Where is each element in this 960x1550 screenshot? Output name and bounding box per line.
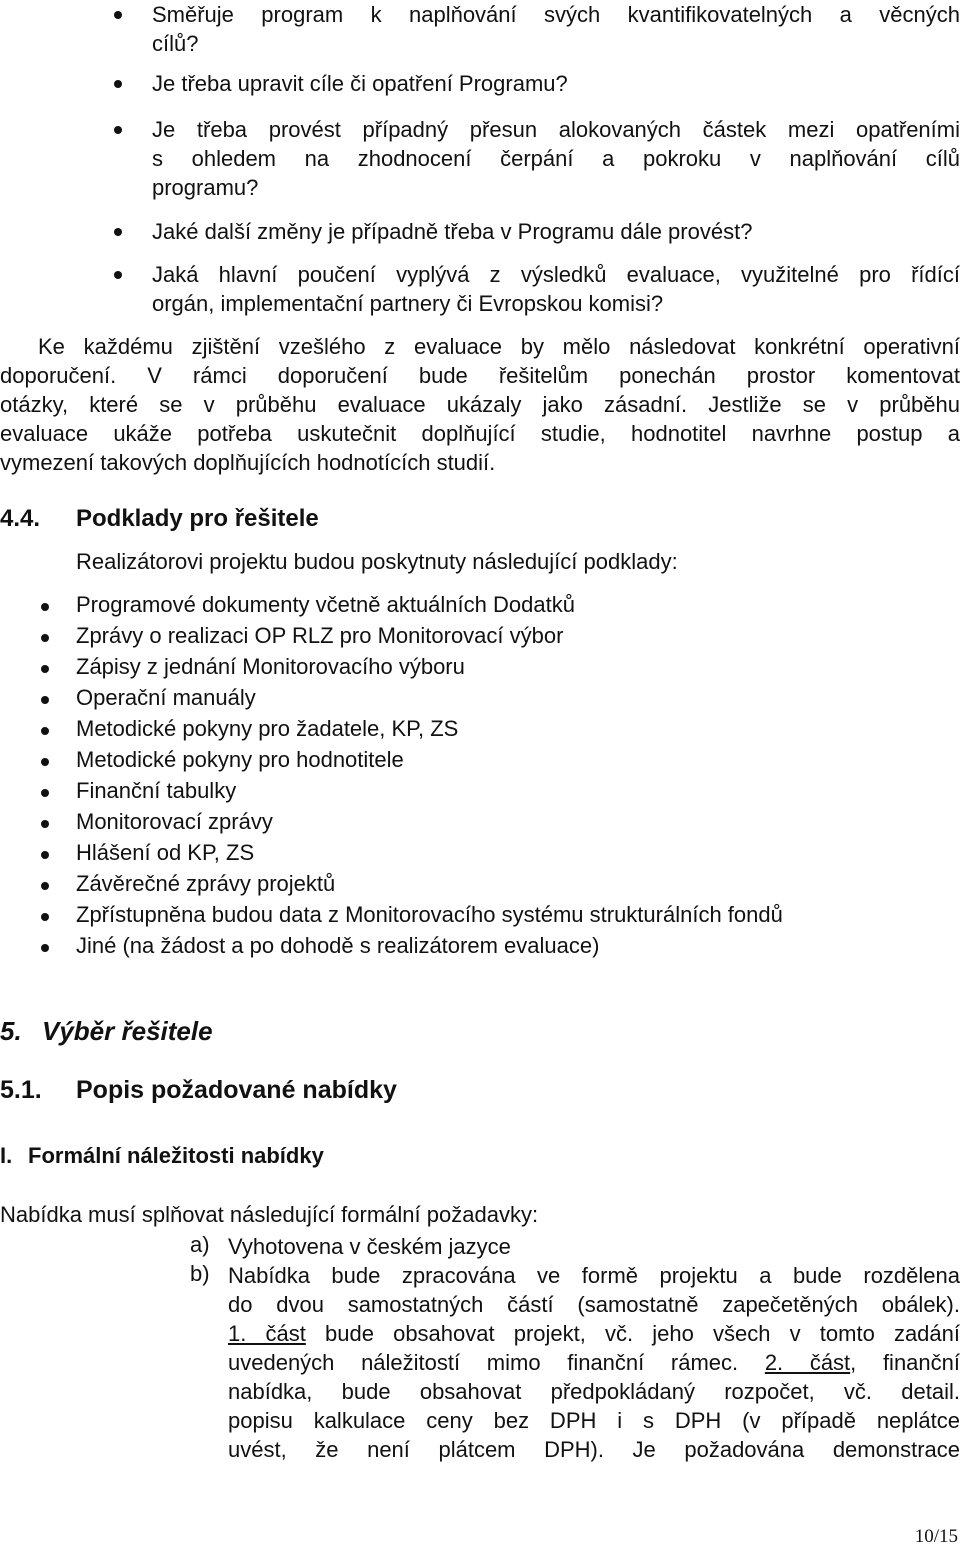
- list-item: Monitorovací zprávy: [76, 809, 273, 834]
- requirement-item: [228, 1261, 960, 1464]
- section-number: 4.4.: [0, 505, 41, 532]
- question-line: Je třeba upravit cíle či opatření Programu?: [152, 71, 568, 96]
- list-item: Metodické pokyny pro hodnotitele: [76, 747, 404, 772]
- question-line: Jaká hlavní poučení vyplývá z výsledků evaluace, využitelné pro řídící: [152, 262, 960, 287]
- bullet-icon: [41, 944, 49, 952]
- requirement-text: , finanční: [850, 1350, 960, 1375]
- bullet-icon: [114, 271, 122, 279]
- list-item: Zprávy o realizaci OP RLZ pro Monitorovací výbor: [76, 623, 564, 648]
- question-line: s ohledem na zhodnocení čerpání a pokroku v naplňování cílů: [152, 146, 960, 171]
- paragraph-line: Ke každému zjištění vzešlého z evaluace by mělo následovat konkrétní operativní: [38, 334, 960, 359]
- list-letter: b): [190, 1261, 210, 1286]
- requirement-text: uvedených náležitostí mimo finanční rámec.: [228, 1350, 739, 1375]
- list-letter: a): [190, 1232, 210, 1257]
- paragraph-line: doporučení. V rámci doporučení bude řešitelům ponechán prostor komentovat: [0, 363, 960, 388]
- requirement-line: popisu kalkulace ceny bez DPH i s DPH (v případě neplátce: [228, 1408, 960, 1433]
- list-item: Zpřístupněna budou data z Monitorovacího systému strukturálních fondů: [76, 902, 783, 927]
- bullet-icon: [114, 80, 122, 88]
- section-number: I.: [0, 1143, 13, 1168]
- paragraph-line: otázky, které se v průběhu evaluace ukázaly jako zásadní. Jestliže se v průběhu: [0, 392, 960, 417]
- paragraph-line: vymezení takových doplňujících hodnotících studií.: [0, 450, 496, 475]
- question-line: Je třeba provést případný přesun alokovaných částek mezi opatřeními: [152, 117, 960, 142]
- section-title: Popis požadované nabídky: [76, 1076, 397, 1104]
- bullet-icon: [41, 758, 49, 766]
- list-item: Operační manuály: [76, 685, 256, 710]
- part-1-link[interactable]: 1. část: [228, 1321, 306, 1346]
- bullet-icon: [41, 789, 49, 797]
- requirement-line: [228, 1348, 960, 1377]
- list-item: Hlášení od KP, ZS: [76, 840, 255, 865]
- bullet-icon: [41, 882, 49, 890]
- bullet-icon: [114, 126, 122, 134]
- section-title: Podklady pro řešitele: [76, 505, 319, 532]
- bullet-icon: [41, 913, 49, 921]
- requirements-intro: Nabídka musí splňovat následující formální požadavky:: [0, 1202, 539, 1227]
- bullet-icon: [41, 851, 49, 859]
- list-item: [152, 0, 960, 58]
- requirement-line: uvést, že není plátcem DPH). Je požadována demonstrace: [228, 1437, 960, 1462]
- requirement-item: Vyhotovena v českém jazyce: [228, 1234, 511, 1259]
- list-item: Zápisy z jednání Monitorovacího výboru: [76, 654, 465, 679]
- requirement-line: [228, 1319, 960, 1348]
- bullet-icon: [114, 11, 122, 19]
- list-item: [152, 217, 960, 246]
- requirement-line: do dvou samostatných částí (samostatně zapečetěných obálek).: [228, 1292, 960, 1317]
- question-line: Jaké další změny je případně třeba v Programu dále provést?: [152, 219, 753, 244]
- list-item: [152, 69, 960, 98]
- bullet-icon: [41, 603, 49, 611]
- section-number: 5.1.: [0, 1076, 42, 1104]
- list-item: [152, 260, 960, 318]
- list-item: Závěrečné zprávy projektů: [76, 871, 336, 896]
- bullet-icon: [41, 727, 49, 735]
- requirement-line: nabídka, bude obsahovat předpokládaný rozpočet, vč. detail.: [228, 1379, 960, 1404]
- section-title: Výběr řešitele: [42, 1016, 213, 1046]
- section-title: Formální náležitosti nabídky: [28, 1143, 324, 1168]
- bullet-icon: [41, 634, 49, 642]
- list-item: [152, 115, 960, 202]
- recommendation-paragraph: [0, 332, 960, 477]
- section-intro: Realizátorovi projektu budou poskytnuty následující podklady:: [76, 549, 678, 574]
- list-item: Jiné (na žádost a po dohodě s realizátorem evaluace): [76, 933, 600, 958]
- bullet-icon: [41, 665, 49, 673]
- list-item: Metodické pokyny pro žadatele, KP, ZS: [76, 716, 459, 741]
- bullet-icon: [41, 696, 49, 704]
- bullet-icon: [114, 228, 122, 236]
- question-line: programu?: [152, 175, 259, 200]
- part-2-link[interactable]: 2. část: [764, 1350, 851, 1375]
- question-line: orgán, implementační partnery či Evropskou komisi?: [152, 291, 664, 316]
- section-number: 5.: [0, 1016, 22, 1046]
- question-line: Směřuje program k naplňování svých kvantifikovatelných a věcných: [152, 2, 960, 27]
- requirement-text: bude obsahovat projekt, vč. jeho všech v tomto zadání: [325, 1321, 960, 1346]
- list-item: Programové dokumenty včetně aktuálních Dodatků: [76, 592, 575, 617]
- question-line: cílů?: [152, 31, 199, 56]
- page-number: 10/15: [914, 1526, 958, 1547]
- bullet-icon: [41, 820, 49, 828]
- requirement-line: Nabídka bude zpracována ve formě projektu a bude rozdělena: [228, 1263, 960, 1288]
- list-item: Finanční tabulky: [76, 778, 237, 803]
- paragraph-line: evaluace ukáže potřeba uskutečnit doplňující studie, hodnotitel navrhne postup a: [0, 421, 960, 446]
